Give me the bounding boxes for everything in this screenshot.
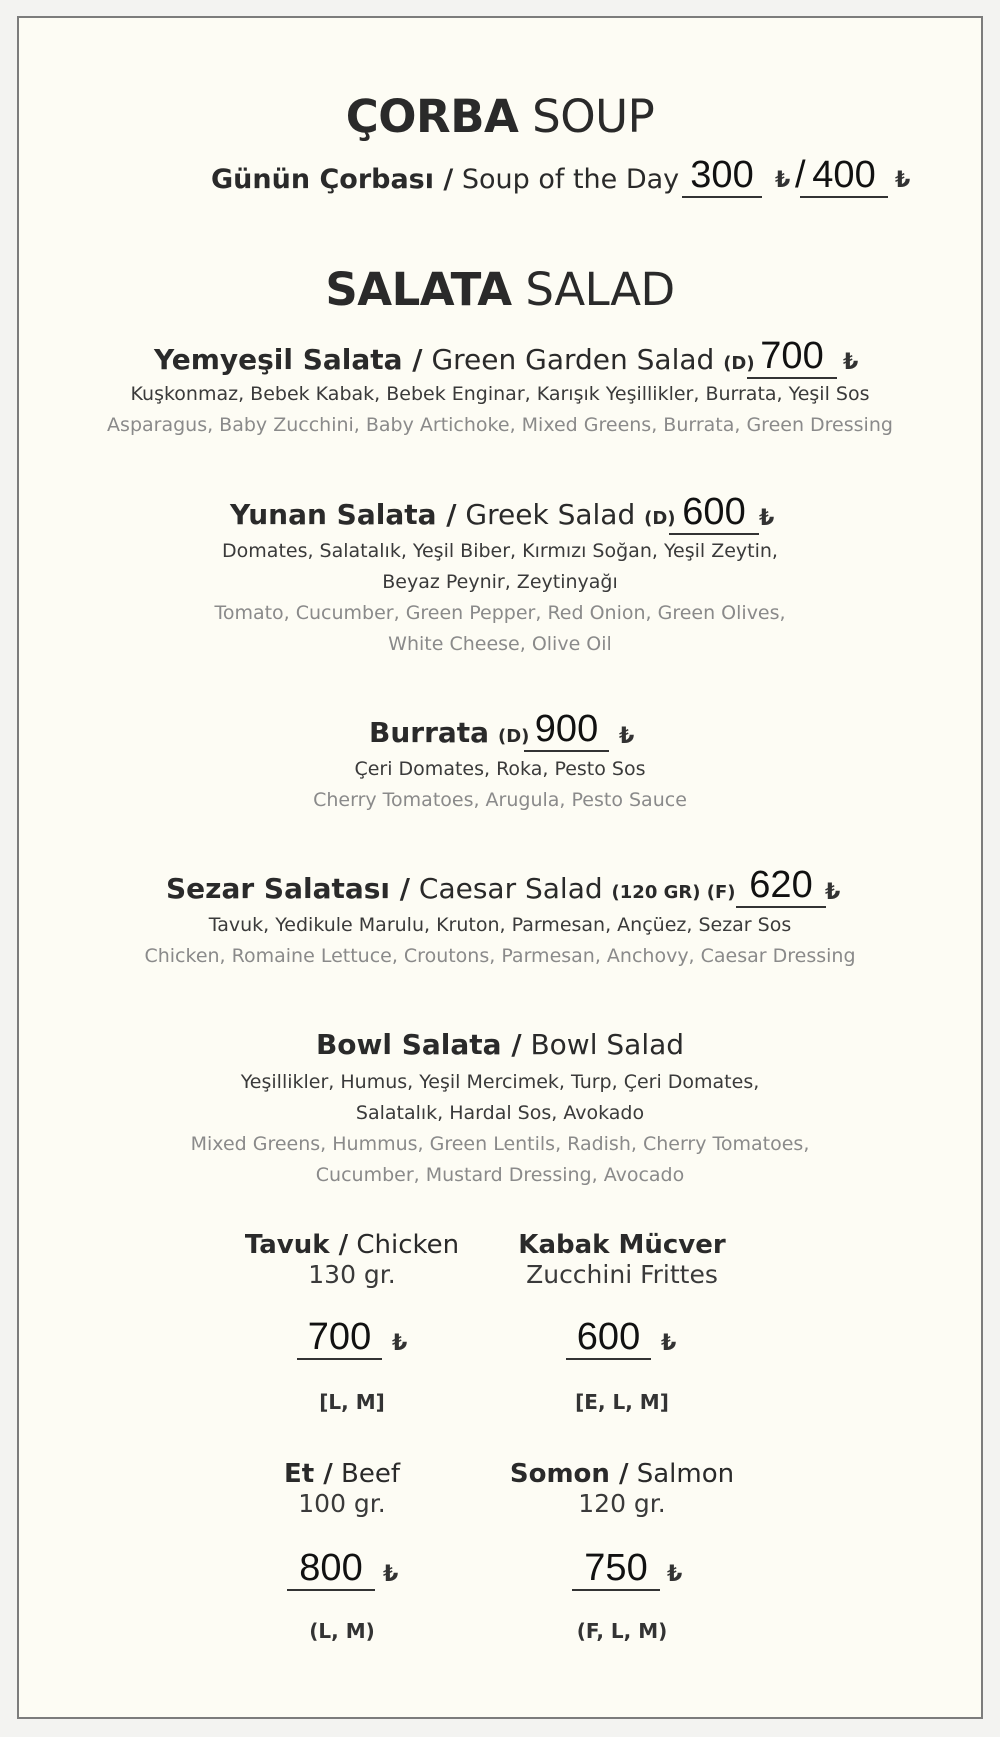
greek-salad-desc-en-1: Tomato, Cucumber, Green Pepper, Red Onion, Green Olives, [214,602,786,624]
bowl-option-name-en: Salmon [636,1459,735,1489]
green-salad-desc-tr: Kuşkonmaz, Bebek Kabak, Bebek Enginar, Karışık Yeşillikler, Burrata, Yeşil Sos [130,383,870,405]
caesar-salad-name [166,872,736,905]
green-salad-name-tr: Yemyeşil Salata / [154,343,423,376]
burrata-desc-tr: Çeri Domates, Roka, Pesto Sos [354,758,646,780]
bowl-salad-desc-en-1: Mixed Greens, Hummus, Green Lentils, Radish, Cherry Tomatoes, [190,1133,810,1155]
soup-price-1: 300 [682,156,762,198]
greek-salad-name [230,498,676,531]
bowl-option-title [222,1230,482,1260]
greek-salad-desc-tr-2: Beyaz Peynir, Zeytinyağı [382,571,618,593]
bowl-beef-allergens: (L, M) [309,1619,375,1643]
bowl-salad-name-en: Bowl Salad [530,1028,685,1061]
bowl-option-title [492,1459,752,1489]
bowl-salad-desc-tr-2: Salatalık, Hardal Sos, Avokado [355,1102,645,1124]
bowl-salad-name [19,1028,981,1061]
greek-salad-desc-en-2: White Cheese, Olive Oil [388,633,612,655]
bowl-option-salmon [492,1459,752,1518]
soup-item-name-en: Soup of the Day [461,164,680,195]
bowl-beef-price: 800 [287,1549,375,1591]
bowl-chicken-price: 700 [297,1318,382,1360]
bowl-option-zucchini [492,1230,752,1289]
greek-salad-desc-tr-1: Domates, Salatalık, Yeşil Biber, Kırmızı Soğan, Yeşil Zeytin, [222,540,778,562]
lira-symbol: ₺ [667,1562,683,1587]
green-salad-name [154,343,755,376]
greek-salad-name-tr: Yunan Salata / [230,498,457,531]
bowl-option-weight: 130 gr. [308,1260,396,1289]
soup-title-tr: ÇORBA [345,90,519,143]
burrata-name-text: Burrata [369,716,490,749]
caesar-salad-desc-en: Chicken, Romaine Lettuce, Croutons, Parmesan, Anchovy, Caesar Dressing [144,945,856,967]
green-salad-name-en: Green Garden Salad [431,343,715,376]
soup-section-title [19,90,981,143]
lira-symbol: ₺ [619,724,635,749]
lira-symbol: ₺ [759,506,775,531]
lira-symbol: ₺ [895,168,911,193]
bowl-option-name-en: Zucchini Frittes [526,1260,718,1289]
bowl-salmon-price: 750 [572,1549,660,1591]
bowl-option-name-tr: Somon / [509,1459,629,1489]
caesar-salad-tag: (120 GR) (F) [611,882,736,903]
soup-of-day-name [211,164,679,195]
greek-salad-price: 600 [669,493,759,535]
bowl-option-weight: 100 gr. [298,1489,386,1518]
burrata-tag: (D) [497,726,530,747]
salad-section-title [19,263,981,316]
green-salad-desc-en: Asparagus, Baby Zucchini, Baby Artichoke, Mixed Greens, Burrata, Green Dressing [107,414,893,436]
bowl-chicken-allergens: [L, M] [319,1390,385,1414]
caesar-salad-desc-tr: Tavuk, Yedikule Marulu, Kruton, Parmesan, Ançüez, Sezar Sos [208,914,792,936]
bowl-option-name-en: Chicken [356,1230,460,1260]
burrata-desc-en: Cherry Tomatoes, Arugula, Pesto Sauce [313,789,687,811]
burrata-price: 900 [524,710,609,752]
caesar-salad-price: 620 [736,866,826,908]
caesar-salad-name-tr: Sezar Salatası / [166,872,410,905]
bowl-option-beef [212,1459,472,1518]
bowl-option-name-tr: Kabak Mücver [518,1230,726,1260]
caesar-salad-name-en: Caesar Salad [418,872,603,905]
price-separator: / [795,154,806,196]
burrata-name [369,716,529,749]
menu-card [17,16,983,1719]
bowl-option-title [212,1459,472,1489]
bowl-salad-desc-tr-1: Yeşillikler, Humus, Yeşil Mercimek, Turp, Çeri Domates, [240,1071,760,1093]
salad-title-tr: SALATA [325,263,512,316]
greek-salad-name-en: Greek Salad [465,498,636,531]
greek-salad-tag: (D) [644,508,676,529]
bowl-salad-desc-en-2: Cucumber, Mustard Dressing, Avocado [315,1164,685,1186]
bowl-salmon-allergens: (F, L, M) [576,1619,668,1643]
bowl-option-title [492,1230,752,1260]
lira-symbol: ₺ [383,1562,399,1587]
lira-symbol: ₺ [775,168,791,193]
bowl-option-name-tr: Et / [284,1459,333,1489]
green-salad-price: 700 [747,337,837,379]
bowl-option-name-en: Beef [341,1459,400,1489]
lira-symbol: ₺ [392,1331,408,1356]
salad-title-en: SALAD [525,263,675,316]
bowl-option-weight: 120 gr. [578,1489,666,1518]
green-salad-tag: (D) [723,353,755,374]
soup-title-en: SOUP [532,90,655,143]
bowl-zucchini-price: 600 [566,1318,651,1360]
bowl-salad-name-tr: Bowl Salata / [315,1028,522,1061]
lira-symbol: ₺ [661,1331,677,1356]
lira-symbol: ₺ [825,880,841,905]
bowl-option-name-tr: Tavuk / [244,1230,349,1260]
bowl-option-chicken [222,1230,482,1289]
bowl-zucchini-allergens: [E, L, M] [575,1390,669,1414]
soup-price-2: 400 [800,156,888,198]
lira-symbol: ₺ [843,350,859,375]
soup-item-name-tr: Günün Çorbası / [211,164,454,195]
